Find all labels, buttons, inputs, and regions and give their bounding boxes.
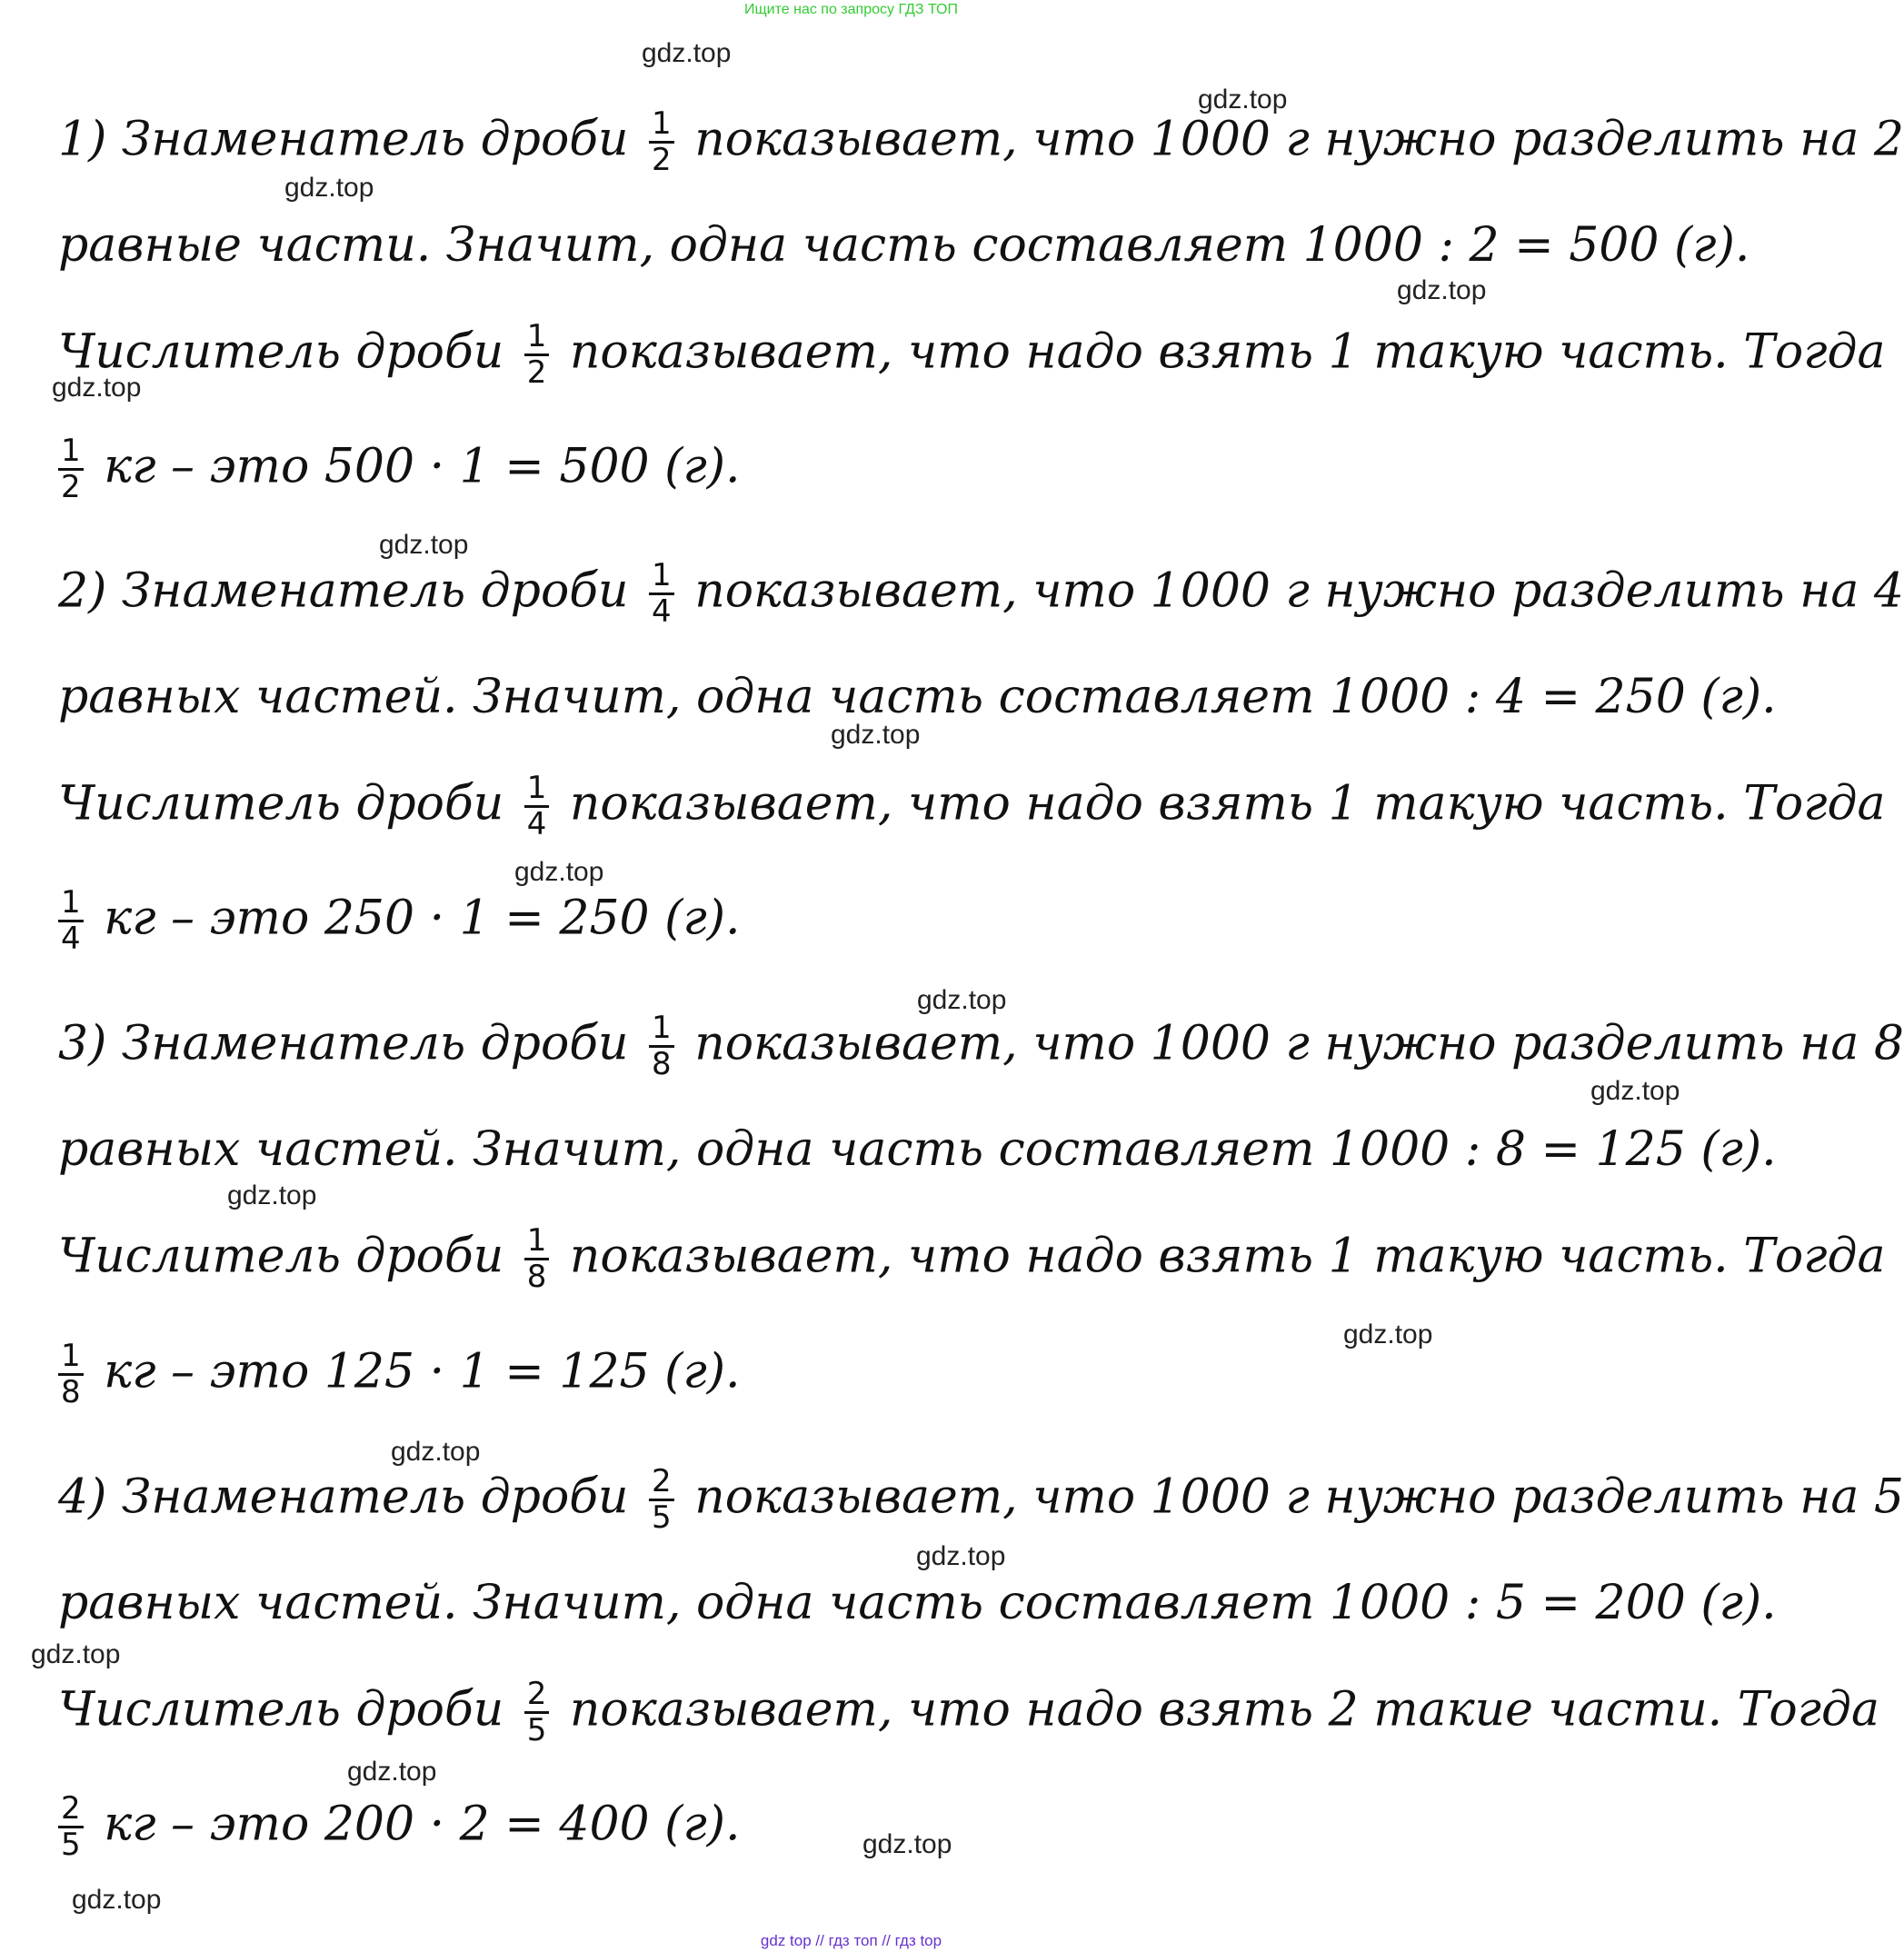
watermark: gdz.top <box>642 38 732 68</box>
p3-rest3: показывает, что надо взять 1 такую часть. Тогда <box>569 1229 1886 1284</box>
p1-line2: равные части. Значит, одна часть составляет 1000 : 2 = 500 (г). <box>58 218 1750 273</box>
p2-fraction-2: $\frac{1}{4}$ <box>524 772 550 842</box>
p1-fraction: $\frac{1}{2}$ <box>649 107 674 178</box>
p2-rest3: показывает, что надо взять 1 такую часть. Тогда <box>569 776 1886 832</box>
watermark: gdz.top <box>916 1541 1006 1571</box>
p1-result: кг – это 500 · 1 = 500 (г). <box>104 439 741 494</box>
p2-intro: 2) Знаменатель дроби <box>58 563 629 619</box>
p2-result: кг – это 250 · 1 = 250 (г). <box>104 891 741 946</box>
p2-fraction-3: $\frac{1}{4}$ <box>58 886 84 957</box>
p4-fraction: $\frac{2}{5}$ <box>649 1465 674 1536</box>
p3-line1 <box>58 1010 1904 1083</box>
p1-line3 <box>58 318 1886 392</box>
p3-result: кг – это 125 · 1 = 125 (г). <box>104 1344 741 1399</box>
p1-fraction-2: $\frac{1}{2}$ <box>524 320 550 391</box>
watermark: gdz.top <box>917 985 1007 1015</box>
watermark: gdz.top <box>1590 1076 1680 1106</box>
p1-num-intro: Числитель дроби <box>58 324 504 380</box>
p1-rest3: показывает, что надо взять 1 такую часть. Тогда <box>569 324 1886 380</box>
p4-line1 <box>58 1463 1904 1537</box>
p4-rest3: показывает, что надо взять 2 такие части. Тогда <box>569 1682 1879 1738</box>
p4-num-intro: Числитель дроби <box>58 1682 504 1738</box>
bottom-footer: gdz top // гдз топ // гдз top <box>760 1932 942 1949</box>
watermark: gdz.top <box>514 857 604 887</box>
watermark: gdz.top <box>1198 85 1288 115</box>
p4-fraction-2: $\frac{2}{5}$ <box>524 1678 550 1748</box>
p3-fraction: $\frac{1}{8}$ <box>649 1011 674 1082</box>
p3-num-intro: Числитель дроби <box>58 1229 504 1284</box>
p3-line2: равных частей. Значит, одна часть составляет 1000 : 8 = 125 (г). <box>58 1122 1777 1177</box>
p3-fraction-2: $\frac{1}{8}$ <box>524 1224 550 1295</box>
watermark: gdz.top <box>72 1885 162 1915</box>
p4-fraction-3: $\frac{2}{5}$ <box>58 1792 84 1863</box>
watermark: gdz.top <box>31 1639 121 1669</box>
watermark: gdz.top <box>52 373 142 403</box>
watermark: gdz.top <box>284 173 374 203</box>
p2-line3 <box>58 770 1886 843</box>
p1-line4 <box>58 434 1669 505</box>
p1-rest1: показывает, что 1000 г нужно разделить на 2 <box>694 112 1904 167</box>
p3-fraction-3: $\frac{1}{8}$ <box>58 1340 84 1410</box>
watermark: gdz.top <box>391 1437 481 1467</box>
p3-intro: 3) Знаменатель дроби <box>58 1016 629 1071</box>
p1-fraction-3: $\frac{1}{2}$ <box>58 434 84 505</box>
watermark: gdz.top <box>831 720 921 750</box>
p2-line1 <box>58 557 1904 631</box>
p2-line4 <box>58 886 1669 957</box>
watermark: gdz.top <box>862 1829 952 1859</box>
p2-fraction: $\frac{1}{4}$ <box>649 559 674 630</box>
top-banner: Ищите нас по запросу ГДЗ ТОП <box>744 2 958 17</box>
p3-line3 <box>58 1222 1886 1296</box>
p4-intro: 4) Знаменатель дроби <box>58 1469 629 1525</box>
watermark: gdz.top <box>347 1757 437 1787</box>
p1-line1 <box>58 105 1904 179</box>
p3-rest1: показывает, что 1000 г нужно разделить на 8 <box>694 1016 1904 1071</box>
p4-rest1: показывает, что 1000 г нужно разделить на 5 <box>694 1469 1904 1525</box>
p2-num-intro: Числитель дроби <box>58 776 504 832</box>
p1-intro: 1) Знаменатель дроби <box>58 112 629 167</box>
p2-line2: равных частей. Значит, одна часть составляет 1000 : 4 = 250 (г). <box>58 670 1777 724</box>
p4-line3 <box>58 1676 1879 1749</box>
watermark: gdz.top <box>1397 275 1487 305</box>
watermark: gdz.top <box>227 1180 317 1210</box>
p4-line2: равных частей. Значит, одна часть составляет 1000 : 5 = 200 (г). <box>58 1576 1777 1630</box>
p2-rest1: показывает, что 1000 г нужно разделить на 4 <box>694 563 1904 619</box>
watermark: gdz.top <box>1343 1320 1433 1349</box>
watermark: gdz.top <box>379 530 469 560</box>
p4-result: кг – это 200 · 2 = 400 (г). <box>104 1797 741 1852</box>
